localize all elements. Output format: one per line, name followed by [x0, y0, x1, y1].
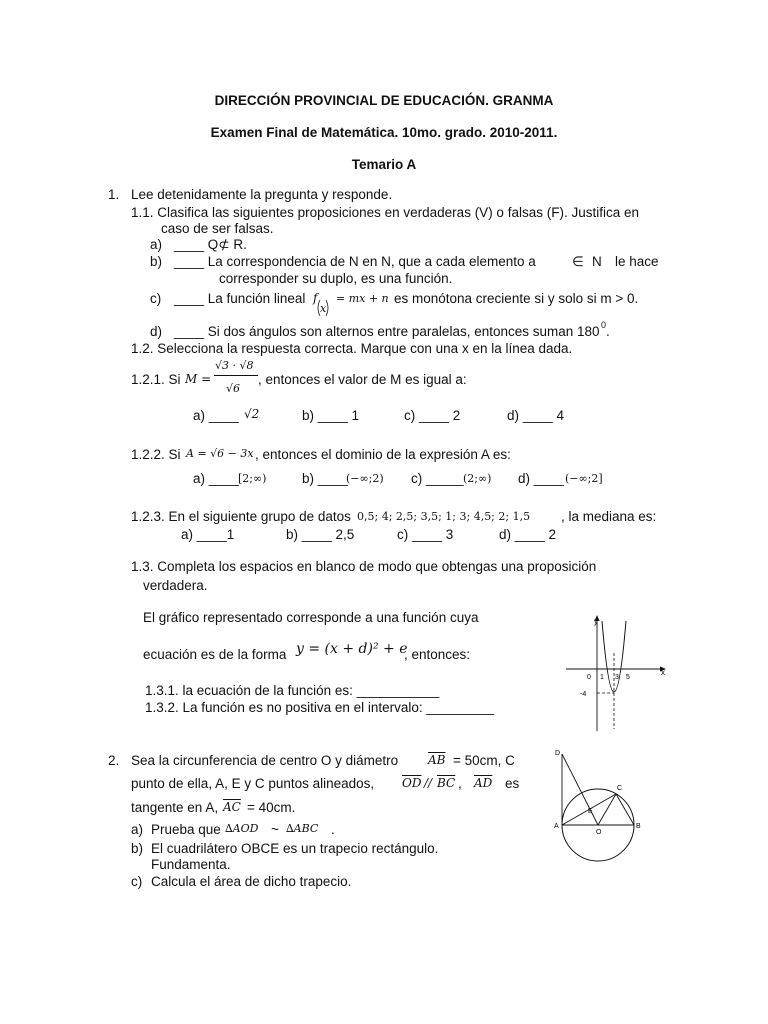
q121-M: M = — [185, 372, 212, 386]
q122-option-b: b) ____ — [302, 471, 348, 486]
parabola-curve — [602, 621, 626, 692]
q2-number: 2. — [108, 753, 120, 768]
q2a-triangle-AOD: ∆AOD — [225, 822, 259, 835]
fig-label-5: 5 — [626, 674, 630, 681]
q2b-text: El cuadrilátero OBCE es un trapecio rectángulo. — [151, 841, 439, 856]
q2-segment-AD: $\overline{AD}$ — [474, 776, 493, 790]
q11b-text-cont: corresponder su duplo, es una función. — [219, 271, 453, 286]
fig-label-3: 3 — [615, 674, 619, 681]
fig-y-label: y — [594, 617, 598, 626]
q2a-label: a) — [131, 822, 144, 837]
exam-title: Examen Final de Matemática. 10mo. grado. 2010-2011. — [210, 125, 558, 140]
q11c-formula-x: x — [320, 302, 327, 315]
q2b-label: b) — [131, 841, 144, 856]
q11c-formula-f: f — [313, 291, 318, 305]
exam-version: Temario A — [351, 157, 417, 172]
fig-x-label: x — [661, 668, 665, 677]
q11d-degree: 0 — [601, 320, 607, 330]
q121-denominator: √6 — [226, 382, 241, 395]
q11c-label: c) — [150, 291, 162, 306]
q2-segment-OD: $\overline{OD}$ — [402, 776, 422, 790]
q2-line1: Sea la circunferencia de centro O y diámetro — [131, 753, 399, 768]
q13-graph-text-3: , entonces: — [404, 647, 471, 662]
q121-numerator: √3 · √8 — [215, 359, 254, 372]
fig-point-O: O — [596, 829, 602, 836]
q121-label: 1.2.1. Si — [131, 372, 181, 387]
q13-graph-text: El gráfico representado corresponde a una función cuya — [143, 610, 479, 625]
q122-text: , entonces el dominio de la expresión A es: — [255, 447, 511, 462]
q122-option-d: d) ____ — [518, 471, 564, 486]
q122-option-c: c) _____ — [411, 471, 464, 486]
q121-fraction-bar — [214, 375, 258, 376]
q13-statement: 1.3. Completa los espacios en blanco de modo que obtengas una proposición — [131, 559, 597, 574]
q2-segment-AC: $\overline{AC}$ — [223, 800, 241, 814]
q11d-period: . — [606, 324, 610, 339]
fig-label-1: 1 — [600, 674, 604, 681]
q123-text-end: , la mediana es: — [561, 509, 657, 524]
q11b-label: b) — [150, 254, 163, 269]
q2-comma: , — [458, 776, 462, 791]
q11b-text: ____ La correspondencia de N en N, que a cada elemento a — [174, 254, 536, 269]
q121-text: , entonces el valor de M es igual a: — [258, 372, 467, 387]
q122-formula: A = √6 − 3x — [186, 447, 254, 460]
q13-formula: y = (x + d)² + e — [296, 641, 408, 657]
q2a-triangle-ABC: ∆ABC — [286, 822, 319, 835]
q2-line1-end: = 50cm, C — [453, 753, 515, 768]
q11b-text-end: le hace — [615, 254, 659, 269]
fig-point-A: A — [554, 823, 559, 830]
fig-label-minus-4: -4 — [580, 691, 587, 698]
q132-text: 1.3.2. La función es no positiva en el intervalo: _________ — [145, 700, 495, 715]
q2c-label: c) — [131, 874, 143, 889]
fig-point-B: B — [636, 823, 641, 830]
parabola-figure — [556, 613, 672, 735]
q13-graph-text-2: ecuación es de la forma — [143, 647, 287, 662]
q123-option-b: b) ____ 2,5 — [286, 527, 355, 542]
q11c-formula-rhs: = mx + n — [336, 292, 389, 305]
q2b-text-cont: Fundamenta. — [151, 857, 231, 872]
q131-text: 1.3.1. la ecuación de la función es: ___________ — [145, 683, 440, 698]
q121-option-a-value: √2 — [244, 407, 260, 421]
q11b-naturals: N — [592, 254, 602, 269]
q11c-text-end: es monótona creciente si y solo si m > 0. — [394, 291, 639, 306]
q11a-text: ____ Q⊄ R. — [174, 237, 247, 252]
q2c-text: Calcula el área de dicho trapecio. — [151, 874, 352, 889]
fig-point-D: D — [555, 750, 561, 757]
q2-parallel: // — [424, 776, 433, 790]
q2-line3: tangente en A, — [131, 800, 219, 815]
q121-option-c: c) ____ 2 — [404, 408, 461, 423]
q121-option-a: a) ____ — [193, 408, 239, 423]
q122-label: 1.2.2. Si — [131, 447, 181, 462]
q123-data: 0,5; 4; 2,5; 3,5; 1; 3; 4,5; 2; 1,5 — [357, 510, 531, 523]
q1-number: 1. — [108, 187, 120, 202]
header-institution: DIRECCIÓN PROVINCIAL DE EDUCACIÓN. GRANMA — [214, 93, 554, 108]
q11-statement-cont: caso de ser falsas. — [161, 221, 274, 236]
q1-statement: Lee detenidamente la pregunta y responde. — [131, 187, 393, 202]
q2a-text: Prueba que — [151, 822, 221, 837]
fig-label-0: 0 — [587, 674, 591, 681]
q2-es: es — [505, 776, 520, 791]
q11c-text: ____ La función lineal — [174, 291, 306, 306]
q123-option-c: c) ____ 3 — [397, 527, 454, 542]
q2-segment-AB: $\overline{AB}$ — [428, 753, 446, 767]
q11-statement: 1.1. Clasifica las siguientes proposiciones en verdaderas (V) o falsas (F). Justifica en — [131, 205, 639, 220]
q122-option-d-value: (−∞;2] — [565, 472, 603, 485]
q11a-label: a) — [150, 237, 163, 252]
fig-point-C: C — [617, 785, 623, 792]
q12-statement: 1.2. Selecciona la respuesta correcta. Marque con una x en la línea dada. — [131, 341, 573, 356]
q123-option-a: a) ____1 — [181, 527, 235, 542]
q2a-period: . — [331, 822, 335, 837]
segment-BC — [616, 794, 634, 825]
q122-option-a: a) ____ — [193, 471, 239, 486]
q121-option-d: d) ____ 4 — [507, 408, 565, 423]
q122-option-b-value: (−∞;2) — [346, 472, 384, 485]
q121-option-b: b) ____ 1 — [302, 408, 360, 423]
q2-line3-end: = 40cm. — [247, 800, 296, 815]
q11b-element-of: ∈ — [572, 254, 584, 269]
q11d-label: d) — [150, 324, 163, 339]
q123-text: 1.2.3. En el siguiente grupo de datos — [131, 509, 351, 524]
q2-segment-BC: $\overline{BC}$ — [437, 776, 456, 790]
q122-option-c-value: (2;∞) — [463, 472, 492, 485]
fig-point-E: E — [588, 808, 593, 815]
q2a-similar: ~ — [271, 822, 279, 837]
q2-line2: punto de ella, A, E y C puntos alineados, — [131, 776, 375, 791]
circle-figure — [552, 748, 656, 864]
q13-statement-cont: verdadera. — [143, 578, 208, 593]
q122-option-a-value: [2;∞) — [238, 472, 267, 485]
q11d-text: ____ Si dos ángulos son alternos entre paralelas, entonces suman 180 — [174, 324, 600, 339]
q123-option-d: d) ____ 2 — [499, 527, 557, 542]
